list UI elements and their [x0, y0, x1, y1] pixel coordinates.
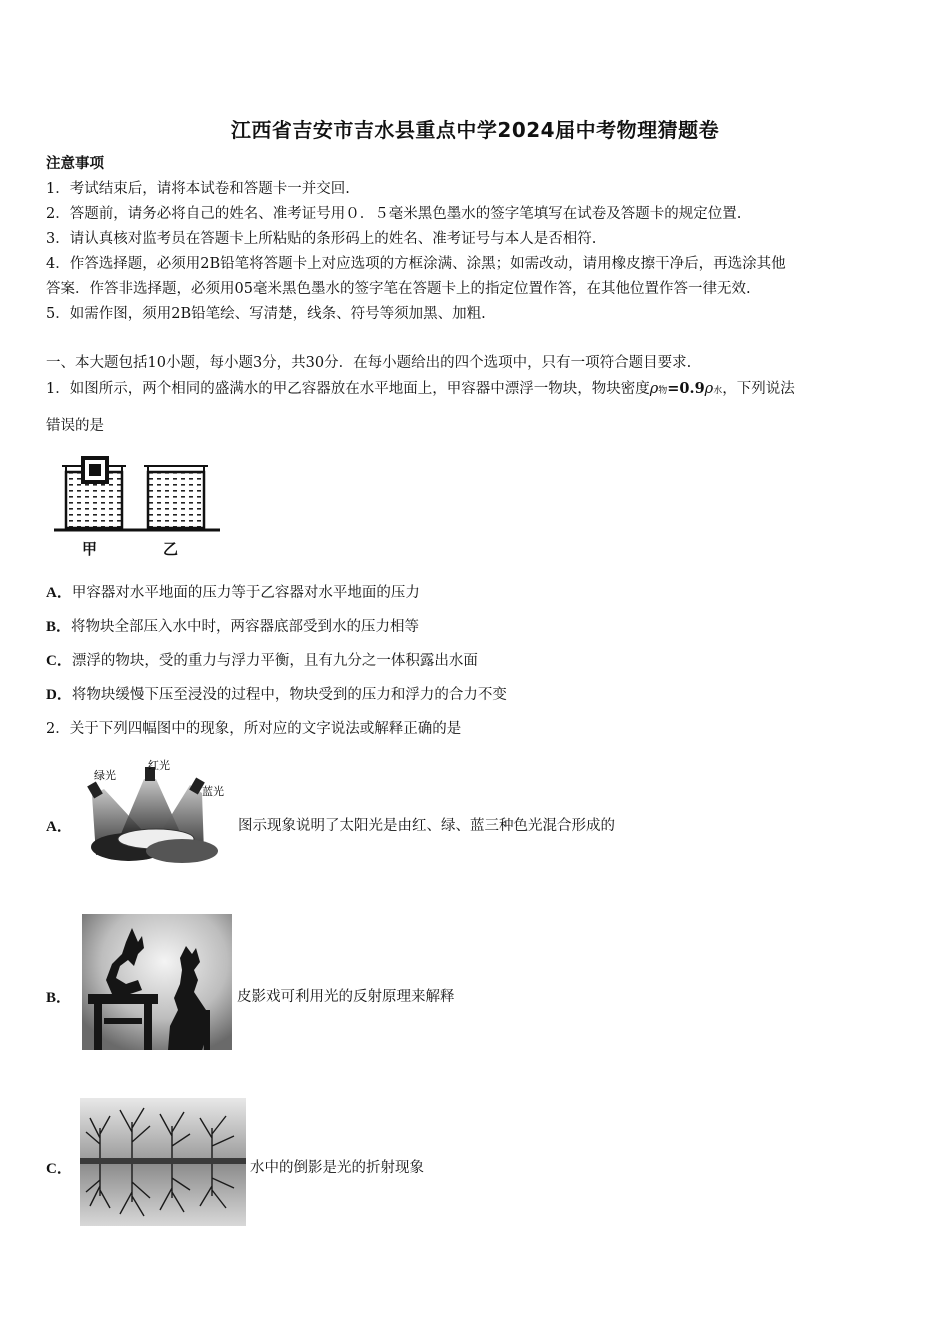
q2-option-a-text: 图示现象说明了太阳光是由红、绿、蓝三种色光混合形成的 — [238, 818, 615, 834]
notice-item-4: 4．作答选择题，必须用2B铅笔将答题卡上对应选项的方框涂满、涂黑；如需改动，请用橡皮擦干净后，再选涂其他 — [46, 256, 786, 272]
sub-shui: 水 — [713, 386, 723, 396]
q1-stem-part1: 1．如图所示，两个相同的盛满水的甲乙容器放在水平地面上，甲容器中漂浮一物块，物块密度 — [46, 381, 650, 397]
q1-option-b: B．将物块全部压入水中时，两容器底部受到水的压力相等 — [46, 619, 420, 635]
label-red: 红光 — [148, 759, 170, 772]
q2-option-b-letter: B． — [46, 990, 72, 1006]
rho-symbol-2: ρ — [704, 381, 714, 397]
notice-item-1: 1．考试结束后，请将本试卷和答题卡一并交回. — [46, 181, 350, 197]
notice-item-3: 3．请认真核对监考员在答题卡上所粘贴的条形码上的姓名、准考证号与本人是否相符. — [46, 231, 597, 247]
q2-option-c-text: 水中的倒影是光的折射现象 — [250, 1160, 424, 1176]
notice-item-4-cont: 答案．作答非选择题，必须用05毫米黑色墨水的签字笔在答题卡上的指定位置作答，在其他位置作答一律无效. — [46, 281, 751, 297]
notice-heading: 注意事项 — [46, 155, 104, 172]
notice-item-5: 5．如需作图，须用2B铅笔绘、写清楚，线条、符号等须加黑、加粗. — [46, 306, 486, 322]
q1-stem-line2: 错误的是 — [46, 418, 104, 434]
light-mixing-figure — [84, 755, 232, 867]
shadow-play-photo — [82, 914, 232, 1050]
q2-option-b-text: 皮影戏可利用光的反射原理来解释 — [237, 989, 455, 1005]
q1-option-a: A．甲容器对水平地面的压力等于乙容器对水平地面的压力 — [46, 585, 420, 601]
q1-option-c: C．漂浮的物块，受的重力与浮力平衡，且有九分之一体积露出水面 — [46, 653, 478, 669]
label-blue: 蓝光 — [202, 785, 224, 798]
label-green: 绿光 — [94, 769, 116, 782]
q2-option-c-letter: C． — [46, 1161, 72, 1177]
q1-stem-part2: ，下列说法 — [722, 381, 795, 397]
section-heading: 一、本大题包括10小题，每小题3分，共30分．在每小题给出的四个选项中，只有一项符合题目要求. — [46, 355, 692, 371]
notice-item-2: 2．答题前，请务必将自己的姓名、准考证号用０．５毫米黑色墨水的签字笔填写在试卷及答题卡的规定位置. — [46, 206, 742, 222]
water-reflection-photo — [80, 1098, 246, 1226]
container-jia — [62, 458, 126, 528]
container-yi — [144, 466, 208, 528]
q1-containers-figure — [52, 452, 222, 562]
label-jia: 甲 — [82, 540, 98, 558]
q2-option-a-letter: A． — [46, 819, 72, 835]
q1-option-d: D．将物块缓慢下压至浸没的过程中，物块受到的压力和浮力的合力不变 — [46, 687, 507, 703]
q1-eq: =0.9 — [667, 380, 705, 397]
sub-wu: 物 — [658, 386, 668, 396]
q1-stem — [46, 377, 795, 398]
label-yi: 乙 — [163, 540, 179, 558]
page-title: 江西省吉安市吉水县重点中学2024届中考物理猜题卷 — [230, 118, 720, 142]
rho-symbol: ρ — [649, 381, 659, 397]
q2-stem: 2．关于下列四幅图中的现象，所对应的文字说法或解释正确的是 — [46, 721, 462, 737]
